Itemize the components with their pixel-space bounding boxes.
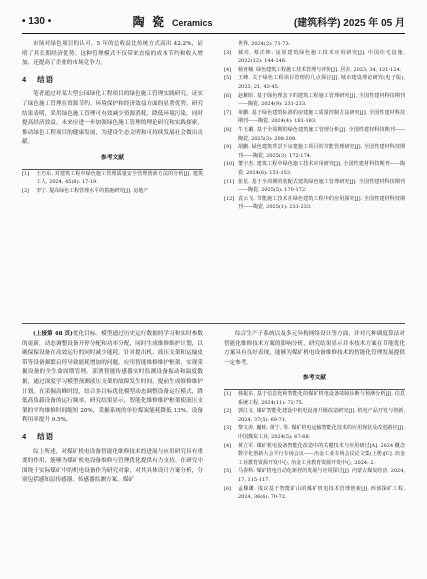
references-list	[22, 169, 203, 196]
references-list-continued	[224, 40, 405, 212]
reference-item: [10] 董宇杰. 建筑工程中绿色施工技术应用研究[J]. 全国性建材科技期刊——陶瓷, 2024(6): 151-153.	[224, 161, 405, 176]
references-title: 参考文献	[100, 154, 125, 161]
section-heading-conclusion: 4 结语	[22, 431, 55, 441]
reference-item: [11] 张星. 基于全周期的装配式建筑绿色施工管理研究[J]. 全国性建材科技期刊——陶瓷, 2025(5): 170-172.	[224, 178, 405, 194]
conclusion-paragraph: 笔者通过对某大型公园绿化工程项目的绿色施工管理实践研究，证实了绿色施工管理在资源节约、环境保护和经济效益方面的显著优势。研究结果表明，采用绿色施工管理可有效减少资源消耗、降低环境污染，同时提高经济效益。未来应进一步加强绿色施工管理的理论研究和实践探索，推动绿色工程项目的健康发展，为建设生态文明和可持续发展社会做出贡献。	[22, 91, 203, 146]
reference-item: [1] 王巧东. 对建筑工程中绿色施工管理质量安全管理创新方法的分析[J]. 建筑工人, 2024, 45(8): 17-19.	[22, 170, 203, 186]
intro-paragraph: 市场对绿色项目的认可。5 年的总收益比传统方式高出 42.2%，证明了其长期经济优势。这种管理模式不仅带来直接的成本节约和收入增加，还提高了企业的市场竞争力。	[22, 41, 203, 67]
reference-item: [2] 郭江戈. 煤矿智能化建设中机电设备升级改造研究[J]. 机电产品开发与创新, 2024, 37(5): 69-71.	[224, 408, 405, 423]
section-heading-conclusion: 4 结语	[22, 74, 55, 84]
reference-item: 世界, 2024(2): 71-73.	[238, 41, 291, 47]
reference-item: [4] 杨亚楠. 绿色建筑工程施工技术管理与评价[J]. 居舍, 2023, 34, 121-124.	[224, 66, 402, 73]
right-top-column	[224, 40, 405, 212]
issue-info: (建筑科学) 2025 年 05 月	[293, 17, 405, 29]
reference-item: [4] 黄立军. 煤矿机电设备智能化改造中的关键技术与应用研讨[A]. 2024 概念数字化创新大会平行专场会议——冶金工业专场会议论文集(上册)[C]. 冶金工业教育资源开发中心, 冶金工业教育资源开发中心, 2024: 2.	[224, 442, 405, 466]
right-bottom-column	[224, 330, 405, 502]
page-number: • 130 •	[22, 15, 52, 27]
journal-title	[133, 13, 213, 30]
reference-item: [5] 马春科. 煤矿机电自动化新控的发展与应用探讨[J]. 内蒙古煤炭经济, 2024, 17, 115-117.	[224, 468, 405, 483]
conclusion-paragraph: 综上所述，对煤矿机电设备智能化维修技术的进展与应用研究具有重要的作用，能够为煤矿机电设备维修与管理优化提供有力支持。在研究中围绕于实际煤矿中的机电设备作为研究对象，对其具体设计方案分析，分别包括感知层传感器、传感器监测方案、煤矿	[22, 448, 203, 484]
conclusion-continued-paragraph: 综合生产子系统以及多元异构网络设计等方面，并对几种调度算法对智能化维修技术方案的影响分析，研究结果显示并本技术方案在节能优化方案具有良好表现，能够为煤矿机电设备维修技术的智能化管理发展提供一定参考。	[224, 331, 405, 366]
header-rule	[22, 33, 405, 34]
continued-paragraph: (上接第 48 页)优化目标。模型通过历史运行数据的学习和实时参数的更新，动态调整设备开停分配和功率分配，同时生成维修维护计划，以确保保设备在高效运行的同时减少能耗。针对提出机、液压支架和运输皮带等设备频繁启停导致能耗增加的问题，应用智能维修维护框架，实现采掘设备的全生命周期管理。部署智能传感器实时监测设备振动和温度数据，通过深度学习模型预测液压支架的故障发生时间，提前生成维修维护计划。在采掘高峰时段，结合多目标优化模型动态调整设备运行模式，降低高负载设备的运行频率。研究结果显示，智能化维修维护框架使液压支架的平均维修时间缩短 20%，采掘系统的单位煤炭能耗降低 13%，设备利用率提升 9.5%。	[22, 331, 203, 424]
reference-item: [12] 袁云飞. 节能施工技术在绿色建筑工程中的应用探究[J]. 全国性建材科技期刊——陶瓷, 2025(1): 231-233.	[224, 195, 405, 211]
reference-item: [3] 郝亮, 蔡洋坤. 房屋建筑绿色施工技术应用研究[J]. 中国住宅设施, 2022(12): 144-146.	[224, 49, 405, 65]
reference-item: [3] 黎文涛, 魔栋, 黄宁, 等. 煤矿机电运输智能化技术的应用现状及改进路径[J]. 中国煤炭工业, 2024(5): 67-68.	[224, 425, 405, 440]
reference-item: [6] 孟顺雕. 浅议基于智能矿山的煤矿机电技术管理创新[J]. 西部探矿工程, 2024, 36(6): 70-72.	[224, 485, 405, 501]
continued-from-label: (上接第 48 页)	[33, 331, 73, 337]
references-list	[224, 389, 405, 502]
reference-item: [5] 王峰. 关于绿色工程项目管理的几点探讨[J]. 城市建设理论研究(电子版), 2023, 21, 43-45.	[224, 75, 405, 90]
left-top-column	[22, 40, 203, 195]
reference-item: [2] 李宁. 提高绿色工程管理水平的措施研究[J]. 房地产	[22, 187, 149, 194]
article-divider	[22, 323, 405, 324]
journal-title-en: Ceramics	[171, 17, 213, 28]
reference-item: [7] 单鹏. 基于绿色建筑标准的房建施工质量控制方法研究[J]. 全国性建材科技期刊——陶瓷, 2024(4): 181-183.	[224, 109, 405, 125]
references-title: 参考文献	[302, 375, 327, 382]
journal-title-cn: 陶 瓷	[132, 14, 166, 29]
reference-item: [1] 韩振东. 基于信息化和智能化的煤矿机电设备故障诊断与预测分析[J]. 信息系统工程, 2024(11): 72-75.	[224, 390, 405, 406]
left-bottom-column	[22, 330, 203, 486]
reference-item: [8] 牛玉璐. 基于全周期的绿色建筑施工管理分析[J]. 全国性建材科技期刊——陶瓷, 2025(3): 208-209.	[224, 126, 405, 142]
reference-item: [9] 胡鹏. 绿色建筑背景下房建施工项目的节能管理研究[J]. 全国性建材科技期刊——陶瓷, 2025(3), 172-174.	[224, 144, 405, 159]
reference-item: [6] 赵紫暄. 基于绿色理念下的建筑工程施工管理研究[J]. 全国性建材科技期刊——陶瓷, 2024(9): 231-233.	[224, 92, 405, 108]
page-header	[22, 12, 405, 30]
